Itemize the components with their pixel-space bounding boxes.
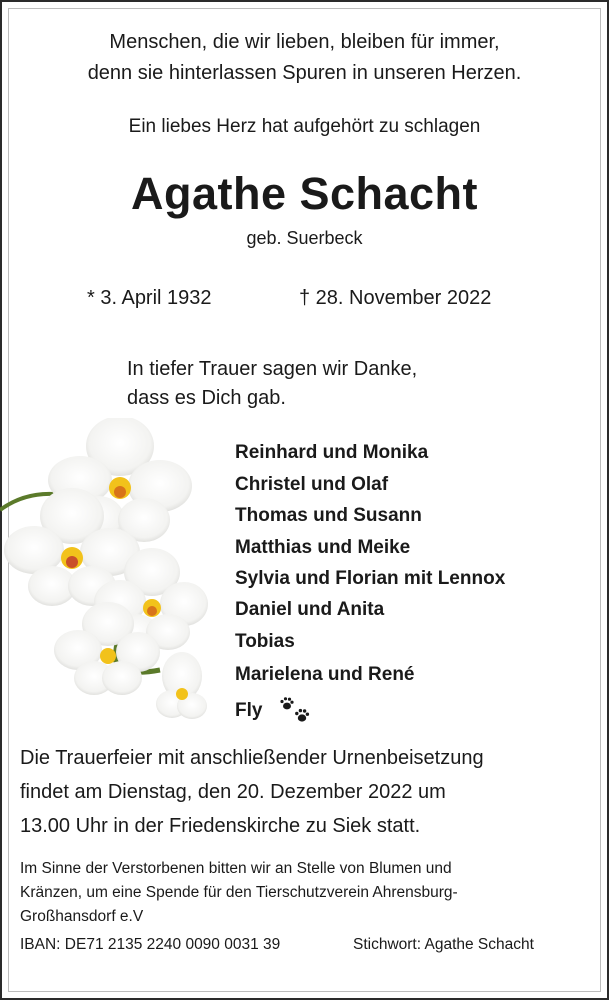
intro-text: Ein liebes Herz hat aufgehört zu schlagen <box>128 116 481 137</box>
paw-prints-icon <box>278 697 312 725</box>
motto-line-2: denn sie hinterlassen Spuren in unseren Herzen. <box>87 62 522 84</box>
mourner-2: Christel und Olaf <box>235 474 389 495</box>
orchid-image <box>0 418 215 738</box>
mourner-9-row <box>235 697 312 725</box>
donation-keyword: Stichwort: Agathe Schacht <box>353 936 534 953</box>
birth-date: * 3. April 1932 <box>87 287 212 309</box>
donation-line-1: Im Sinne der Verstorbenen bitten wir an Stelle von Blumen und <box>20 860 452 877</box>
thanks-line-2: dass es Dich gab. <box>127 387 286 409</box>
mourner-1: Reinhard und Monika <box>235 442 429 463</box>
funeral-line-2: findet am Dienstag, den 20. Dezember 2022 um <box>20 781 446 803</box>
motto-line-1: Menschen, die wir lieben, bleiben für immer, <box>109 31 500 53</box>
death-date: † 28. November 2022 <box>299 287 492 309</box>
donation-line-3: Großhansdorf e.V <box>20 908 144 925</box>
mourner-9: Fly <box>235 700 263 722</box>
funeral-line-3: 13.00 Uhr in der Friedenskirche zu Siek statt. <box>20 815 421 837</box>
mourner-7: Tobias <box>235 631 295 652</box>
iban: IBAN: DE71 2135 2240 0090 0031 39 <box>20 936 281 953</box>
mourner-3: Thomas und Susann <box>235 505 422 526</box>
mourner-5: Sylvia und Florian mit Lennox <box>235 568 506 589</box>
donation-line-2: Kränzen, um eine Spende für den Tierschutzverein Ahrensburg- <box>20 884 458 901</box>
funeral-line-1: Die Trauerfeier mit anschließender Urnenbeisetzung <box>20 747 484 769</box>
mourner-4: Matthias und Meike <box>235 537 411 558</box>
mourner-6: Daniel und Anita <box>235 599 385 620</box>
thanks-line-1: In tiefer Trauer sagen wir Danke, <box>127 358 418 380</box>
deceased-name: Agathe Schacht <box>130 168 479 219</box>
maiden-name: geb. Suerbeck <box>246 228 363 248</box>
mourner-8: Marielena und René <box>235 664 415 685</box>
